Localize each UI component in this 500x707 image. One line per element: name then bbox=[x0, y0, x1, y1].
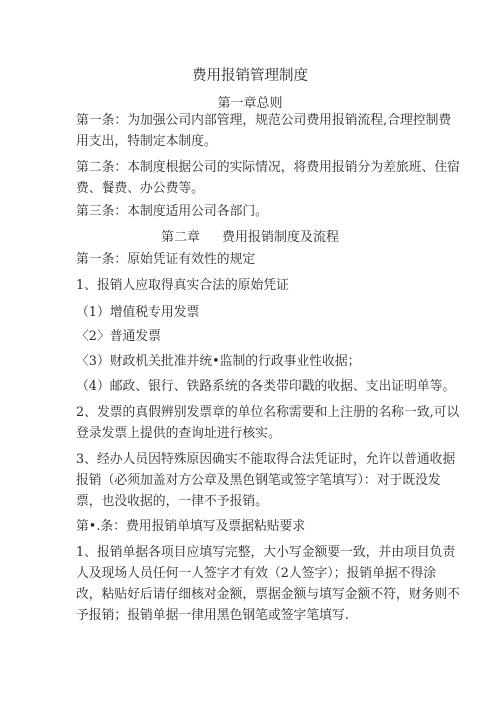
chapter-2-item-8 bbox=[76, 449, 456, 512]
paragraph-line: 第一条：原始凭证有效性的规定 bbox=[76, 252, 256, 267]
paragraph-line: 〈3）财政机关批准并统•监制的行政事业性收据； bbox=[76, 354, 361, 369]
chapter-2-item-7 bbox=[76, 402, 460, 444]
chapter-2-item-6 bbox=[76, 376, 456, 397]
paragraph-line: 用支出，特制定本制度。 bbox=[76, 134, 217, 149]
chapter-2-number: 第二章 bbox=[160, 230, 200, 245]
chapter-2-item-2 bbox=[76, 275, 428, 296]
chapter-1-heading: 第一章总则 bbox=[217, 96, 283, 111]
chapter-2-item-1 bbox=[76, 249, 428, 270]
paragraph-line: 第三条：本制度适用公司各部门。 bbox=[76, 204, 268, 219]
paragraph-line: 2、发票的真假辨别发票章的单位名称需要和上注册的名称一致,可以 bbox=[76, 405, 460, 420]
paragraph-line: 报销（必须加盖对方公章及黑色钢笔或签字笔填写）：对于既没发 bbox=[76, 473, 441, 488]
paragraph-line: 予报销；报销单据一律用黑色钢笔或签字笔填写. bbox=[76, 608, 349, 623]
paragraph-line: 第二条：本制度根据公司的实际情况，将费用报销分为差旅班、住宿 bbox=[76, 160, 460, 175]
paragraph-line: 3、经办人员因特殊原因确实不能取得合法凭证时，允许以普通收据 bbox=[76, 452, 456, 467]
paragraph-line: （4）邮政、银行、铁路系统的各类带印戳的收据、支出证明单等。 bbox=[76, 379, 456, 394]
chapter-1-article-2 bbox=[76, 157, 460, 199]
paragraph-line: （1）增值税专用发票 bbox=[76, 305, 200, 320]
chapter-1-article-1 bbox=[76, 110, 452, 152]
paragraph-line: 1、报销人应取得真实合法的原始凭证 bbox=[76, 278, 289, 293]
chapter-2-title: 费用报销制度及流程 bbox=[222, 230, 340, 245]
chapter-2-item-10 bbox=[76, 542, 460, 626]
paragraph-line: 票，也没收据的，一律不予报销。 bbox=[76, 494, 268, 509]
chapter-2-item-3 bbox=[76, 302, 428, 323]
paragraph-line: 第•.条：费用报销单填写及票据粘贴要求 bbox=[76, 519, 306, 534]
chapter-1-article-3 bbox=[76, 201, 428, 222]
paragraph-line: 人及现场人员任何一人签字才有效（2人签字）；报销单据不得涂 bbox=[76, 566, 437, 581]
document-title: 费用报销管理制度 bbox=[192, 68, 308, 84]
paragraph-line: 登录发票上提供的查询址进行核实。 bbox=[76, 426, 281, 441]
chapter-2-item-4 bbox=[76, 326, 428, 347]
paragraph-line: 改，粘贴好后请仔细核对金额，票据金额与填写金额不符，财务则不 bbox=[76, 587, 460, 602]
chapter-2-item-5 bbox=[76, 351, 428, 372]
paragraph-line: 费、餐费、办公费等。 bbox=[76, 181, 204, 196]
paragraph-line: 第一条：为加强公司内部管理，规范公司费用报销流程,合理控制费 bbox=[76, 113, 452, 128]
chapter-2-item-9 bbox=[76, 516, 428, 537]
paragraph-line: 1、报销单据各项目应填写完整，大小写金额要一致，并由项目负责 bbox=[76, 545, 456, 560]
paragraph-line: 〈2〉普通发票 bbox=[76, 329, 161, 344]
chapter-2-heading bbox=[0, 226, 500, 245]
